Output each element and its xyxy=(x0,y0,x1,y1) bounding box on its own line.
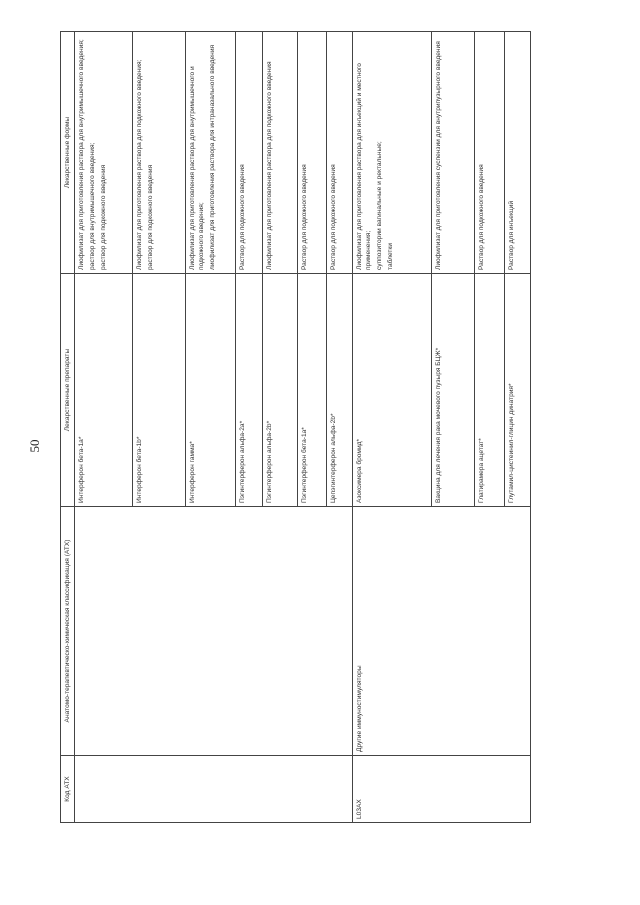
cell-drug-name: Интерферон гамма* xyxy=(186,274,236,507)
dosage-form-line: таблетки xyxy=(387,243,394,270)
dosage-form-line: Раствор для подкожного введения xyxy=(330,164,337,270)
table-row xyxy=(186,32,236,823)
cell-drug-name: Интерферон бета-1a* xyxy=(75,274,133,507)
header-atc-code: Код АТХ xyxy=(61,756,75,823)
header-atc-classification: Анатомо-терапевтическо-химическая классификация (АТХ) xyxy=(61,507,75,756)
drug-table xyxy=(60,31,531,823)
cell-dosage-forms xyxy=(505,32,531,274)
cell-drug-name: Пэгинтерферон бета-1a* xyxy=(298,274,327,507)
cell-drug-name: Вакцина для лечения рака мочевого пузыря БЦЖ* xyxy=(432,274,475,507)
cell-dosage-forms xyxy=(75,32,133,274)
cell-atc-classification xyxy=(186,507,236,756)
cell-atc-classification xyxy=(236,507,263,756)
cell-dosage-forms xyxy=(327,32,353,274)
dosage-form-line: Раствор для подкожного введения xyxy=(239,164,246,270)
cell-atc-classification xyxy=(475,507,505,756)
table-row xyxy=(327,32,353,823)
cell-dosage-forms xyxy=(133,32,186,274)
cell-atc-classification: Другие иммуностимуляторы xyxy=(353,507,432,756)
cell-drug-name: Глутамил-цистеинил-глицин динатрия* xyxy=(505,274,531,507)
cell-atc-code xyxy=(327,756,353,823)
table-row xyxy=(236,32,263,823)
dosage-form-line: суппозитории вагинальные и ректальные; xyxy=(376,141,383,270)
table-row xyxy=(475,32,505,823)
dosage-form-line: раствор для внутримышечного введения; xyxy=(89,142,96,270)
dosage-form-line: Лиофилизат для приготовления раствора для внутримышечного и подкожного введения; xyxy=(189,66,205,270)
cell-atc-code: L03AX xyxy=(353,756,432,823)
cell-atc-code xyxy=(75,756,133,823)
dosage-form-line: Лиофилизат для приготовления суспензии для внутрипузырного введения xyxy=(435,41,442,270)
page-number: 50 xyxy=(27,439,42,453)
table-header-row xyxy=(61,32,75,823)
cell-dosage-forms xyxy=(475,32,505,274)
cell-atc-code xyxy=(505,756,531,823)
table-row xyxy=(263,32,298,823)
cell-atc-code xyxy=(432,756,475,823)
cell-atc-classification xyxy=(432,507,475,756)
table-row xyxy=(298,32,327,823)
dosage-form-line: Лиофилизат для приготовления раствора для инъекций и местного применения; xyxy=(356,63,372,270)
dosage-form-line: Лиофилизат для приготовления раствора для подкожного введения; xyxy=(136,59,143,270)
dosage-form-line: Лиофилизат для приготовления раствора для подкожного введения xyxy=(266,61,273,270)
dosage-form-line: Лиофилизат для приготовления раствора для внутримышечного введения; xyxy=(78,39,85,270)
table-row xyxy=(353,32,432,823)
dosage-form-line: раствор для подкожного введения xyxy=(100,164,107,270)
cell-drug-name: Цепэгинтерферон альфа-2b* xyxy=(327,274,353,507)
dosage-form-line: Раствор для инъекций xyxy=(508,201,515,270)
cell-atc-classification xyxy=(263,507,298,756)
cell-atc-classification xyxy=(327,507,353,756)
cell-dosage-forms xyxy=(353,32,432,274)
cell-drug-name: Пэгинтерферон альфа-2a* xyxy=(236,274,263,507)
cell-dosage-forms xyxy=(186,32,236,274)
cell-drug-name: Азоксимера бромид* xyxy=(353,274,432,507)
cell-dosage-forms xyxy=(298,32,327,274)
header-drugs: Лекарственные препараты xyxy=(61,274,75,507)
cell-atc-code xyxy=(186,756,236,823)
dosage-form-line: лиофилизат для приготовления раствора для интраназального введения xyxy=(209,44,216,270)
table-body xyxy=(75,32,531,823)
cell-atc-code xyxy=(475,756,505,823)
cell-drug-name: Пэгинтерферон альфа-2b* xyxy=(263,274,298,507)
dosage-form-line: раствор для подкожного введения xyxy=(147,164,154,270)
header-forms: Лекарственные формы xyxy=(61,32,75,274)
cell-dosage-forms xyxy=(236,32,263,274)
table-row xyxy=(133,32,186,823)
cell-atc-classification xyxy=(133,507,186,756)
cell-dosage-forms xyxy=(432,32,475,274)
rotated-table-container xyxy=(60,39,586,823)
dosage-form-line: Раствор для подкожного введения xyxy=(478,164,485,270)
cell-dosage-forms xyxy=(263,32,298,274)
table-row xyxy=(75,32,133,823)
cell-atc-classification xyxy=(505,507,531,756)
cell-atc-classification xyxy=(75,507,133,756)
cell-drug-name: Интерферон бета-1b* xyxy=(133,274,186,507)
cell-drug-name: Глатирамера ацетат* xyxy=(475,274,505,507)
cell-atc-code xyxy=(236,756,263,823)
cell-atc-code xyxy=(263,756,298,823)
table-row xyxy=(432,32,475,823)
cell-atc-code xyxy=(298,756,327,823)
table-row xyxy=(505,32,531,823)
dosage-form-line: Раствор для подкожного введения xyxy=(301,164,308,270)
cell-atc-code xyxy=(133,756,186,823)
cell-atc-classification xyxy=(298,507,327,756)
